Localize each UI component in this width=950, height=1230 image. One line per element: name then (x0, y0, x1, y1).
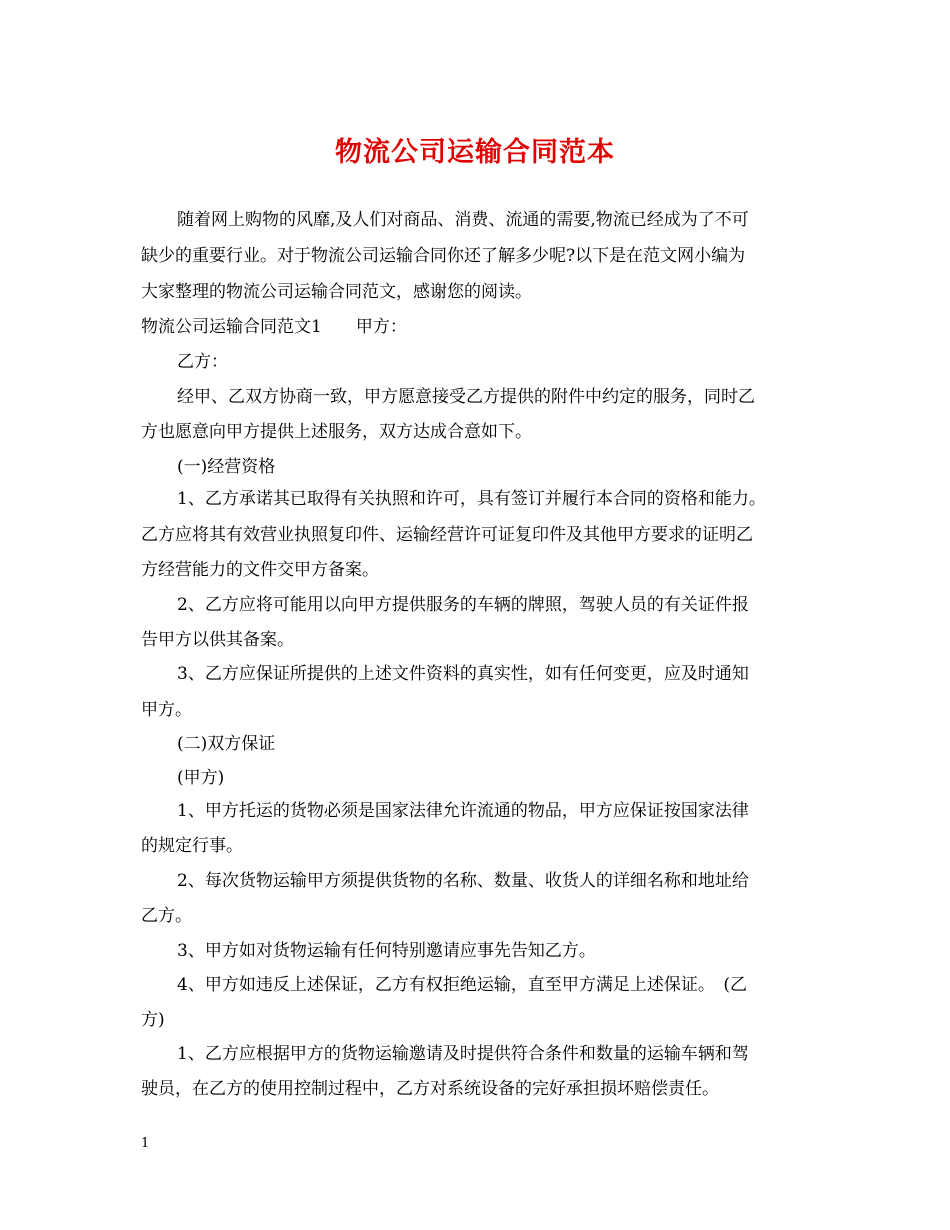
paragraph-line: 3、甲方如对货物运输有任何特别邀请应事先告知乙方。 (177, 941, 596, 961)
paragraph-line: 大家整理的物流公司运输合同范文，感谢您的阅读。 (141, 282, 532, 302)
paragraph-line: 甲方。 (141, 700, 192, 720)
paragraph-line: 经甲、乙双方协商一致，甲方愿意接受乙方提供的附件中约定的服务，同时乙 (177, 387, 755, 407)
paragraph-line: 4、甲方如违反上述保证，乙方有权拒绝运输，直至甲方满足上述保证。 (乙 (177, 975, 747, 995)
paragraph-line: 方经营能力的文件交甲方备案。 (141, 560, 379, 580)
section-subheading: (甲方) (177, 768, 225, 788)
paragraph-line: 随着网上购物的风靡,及人们对商品、消费、流通的需要,物流已经成为了不可 (177, 210, 749, 230)
section-heading: (二)双方保证 (177, 734, 276, 754)
paragraph-line: 乙方。 (141, 906, 192, 926)
paragraph-line: 2、乙方应将可能用以向甲方提供服务的车辆的牌照，驾驶人员的有关证件报 (177, 595, 749, 615)
paragraph-line: 驶员，在乙方的使用控制过程中，乙方对系统设备的完好承担损坏赔偿责任。 (141, 1079, 719, 1099)
paragraph-line: 乙方应将其有效营业执照复印件、运输经营许可证复印件及其他甲方要求的证明乙 (141, 525, 753, 545)
paragraph-line: 乙方： (177, 352, 228, 372)
paragraph-line: 缺少的重要行业。对于物流公司运输合同你还了解多少呢?以下是在范文网小编为 (141, 246, 746, 266)
paragraph-line: 1、乙方应根据甲方的货物运输邀请及时提供符合条件和数量的运输车辆和驾 (177, 1044, 749, 1064)
paragraph-line: 的规定行事。 (141, 836, 243, 856)
paragraph-line: 告甲方以供其备案。 (141, 630, 294, 650)
section-heading: (一)经营资格 (177, 457, 276, 477)
paragraph-line: 1、甲方托运的货物必须是国家法律允许流通的物品，甲方应保证按国家法律 (177, 801, 749, 821)
paragraph-line: 1、乙方承诺其已取得有关执照和许可，具有签订并履行本合同的资格和能力。 (177, 489, 766, 509)
paragraph-line: 3、乙方应保证所提供的上述文件资料的真实性，如有任何变更，应及时通知 (177, 664, 749, 684)
page-number: 1 (141, 1136, 150, 1151)
paragraph-line: 2、每次货物运输甲方须提供货物的名称、数量、收货人的详细名称和地址给 (177, 871, 749, 891)
document-title: 物流公司运输合同范本 (335, 137, 615, 168)
paragraph-line: 方) (141, 1010, 165, 1030)
paragraph-line: 物流公司运输合同范文1 甲方： (141, 317, 407, 337)
paragraph-line: 方也愿意向甲方提供上述服务，双方达成合意如下。 (141, 422, 532, 442)
